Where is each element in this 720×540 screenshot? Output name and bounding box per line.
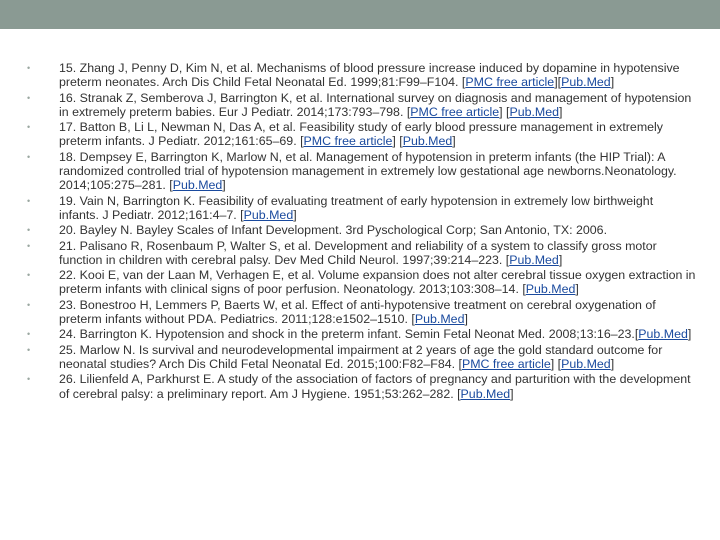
reference-text: 26. Lilienfeld A, Parkhurst E. A study of the association of factors of pregnancy and parturition with the development of cerebral palsy: a preliminary report. Am J Hygiene. 1951;53:262–282. [ — [59, 372, 691, 401]
reference-item — [24, 120, 696, 148]
pubmed-link[interactable]: Pub.Med — [638, 327, 688, 342]
reference-item — [24, 298, 696, 326]
reference-end-bracket: ] — [510, 386, 514, 401]
reference-separator: ][ — [554, 75, 562, 90]
bullet-icon: • — [27, 92, 31, 103]
reference-end-bracket: ] — [610, 75, 615, 90]
reference-end-bracket: ] — [610, 356, 615, 371]
reference-text: 18. Dempsey E, Barrington K, Marlow N, et al. Management of hypotension in preterm infants (the HIP Trial): A randomized controlled trial of hypotension management in extremely low gestational age newborns.Neonatology. 2014;105:275–281. [ — [59, 149, 677, 193]
pubmed-link[interactable]: Pub.Med — [172, 178, 223, 193]
reference-item — [24, 268, 696, 296]
bullet-icon: • — [27, 63, 31, 73]
reference-item — [24, 194, 696, 222]
reference-text: 22. Kooi E, van der Laan M, Verhagen E, et al. Volume expansion does not alter cerebral tissue oxygen extraction in preterm infants with clinical signs of poor perfusion. Neonatology. 2013;103:308–14. [ — [59, 268, 696, 297]
pmc-free-article-link[interactable]: PMC free article — [303, 134, 393, 149]
reference-text: 21. Palisano R, Rosenbaum P, Walter S, et al. Development and reliability of a system to classify gross motor function in children with cerebral palsy. Dev Med Child Neurol. 1997;39:214–223. [ — [59, 238, 657, 267]
bullet-icon: • — [27, 151, 31, 162]
reference-item — [24, 372, 696, 400]
reference-item — [24, 150, 696, 193]
reference-text: 19. Vain N, Barrington K. Feasibility of evaluating treatment of early hypotension in extremely low birthweight infants. J Pediatr. 2012;161:4–7. [ — [59, 193, 654, 222]
pubmed-link[interactable]: Pub.Med — [509, 252, 559, 267]
reference-text: 24. Barrington K. Hypotension and shock in the preterm infant. Semin Fetal Neonat Med. 2008;13:16–23.[ — [59, 327, 639, 342]
bullet-icon: • — [27, 122, 31, 133]
pubmed-link[interactable]: Pub.Med — [402, 134, 453, 149]
reference-item — [24, 61, 696, 89]
pubmed-link[interactable]: Pub.Med — [561, 356, 611, 371]
reference-text: 17. Batton B, Li L, Newman N, Das A, et al. Feasibility study of early blood pressure management in extremely preterm infants. J Pediatr. 2012;161:65–69. [ — [59, 120, 663, 149]
reference-text: 25. Marlow N. Is survival and neurodevelopmental impairment at 2 years of age the gold standard outcome for neonatal studies? Arch Dis Child Fetal Neonatal Ed. 2015;100:F82–F84. [ — [59, 342, 663, 371]
reference-item — [24, 239, 696, 267]
pmc-free-article-link[interactable]: PMC free article — [410, 104, 500, 119]
reference-item — [24, 343, 696, 371]
bullet-icon: • — [27, 225, 31, 236]
reference-end-bracket: ] — [575, 282, 579, 297]
reference-item — [24, 327, 696, 341]
pmc-free-article-link[interactable]: PMC free article — [465, 75, 555, 90]
slide-header-bar — [0, 0, 720, 29]
reference-text: 16. Stranak Z, Semberova J, Barrington K, et al. International survey on diagnosis and management of hypotension in extremely preterm babies. Eur J Pediatr. 2014;173:793–798. [ — [59, 90, 692, 119]
pubmed-link[interactable]: Pub.Med — [243, 207, 294, 222]
reference-separator: ] [ — [499, 104, 510, 119]
reference-end-bracket: ] — [222, 178, 226, 193]
reference-text: 15. Zhang J, Penny D, Kim N, et al. Mechanisms of blood pressure increase induced by dopamine in hypotensive preterm neonates. Arch Dis Child Fetal Neonatal Ed. 1999;81:F99–F104. [ — [59, 61, 680, 90]
bullet-icon: • — [27, 240, 31, 251]
reference-end-bracket: ] — [452, 134, 456, 149]
pubmed-link[interactable]: Pub.Med — [414, 311, 465, 326]
reference-end-bracket: ] — [559, 104, 563, 119]
pubmed-link[interactable]: Pub.Med — [460, 386, 511, 401]
bullet-icon: • — [27, 344, 31, 355]
reference-end-bracket: ] — [464, 311, 468, 326]
reference-end-bracket: ] — [293, 207, 297, 222]
pubmed-link[interactable]: Pub.Med — [525, 282, 576, 297]
bullet-icon: • — [27, 329, 31, 340]
bullet-icon: • — [27, 299, 31, 310]
pmc-free-article-link[interactable]: PMC free article — [461, 356, 551, 371]
reference-separator: ] [ — [550, 356, 562, 371]
pubmed-link[interactable]: Pub.Med — [509, 104, 560, 119]
reference-end-bracket: ] — [687, 327, 692, 342]
bullet-icon: • — [27, 195, 31, 206]
reference-item — [24, 91, 696, 119]
reference-text: 20. Bayley N. Bayley Scales of Infant Development. 3rd Pyschological Corp; San Antonio, TX: 2006. — [59, 223, 608, 238]
reference-separator: ] [ — [392, 134, 403, 149]
bullet-icon: • — [27, 374, 31, 385]
reference-list — [24, 61, 696, 402]
bullet-icon: • — [27, 270, 31, 281]
reference-text: 23. Bonestroo H, Lemmers P, Baerts W, et al. Effect of anti-hypotensive treatment on cerebral oxygenation of preterm infants without PDA. Pediatrics. 2011;128:e1502–1510. [ — [59, 297, 656, 326]
reference-item — [24, 223, 696, 237]
pubmed-link[interactable]: Pub.Med — [561, 75, 611, 90]
reference-end-bracket: ] — [558, 252, 563, 267]
